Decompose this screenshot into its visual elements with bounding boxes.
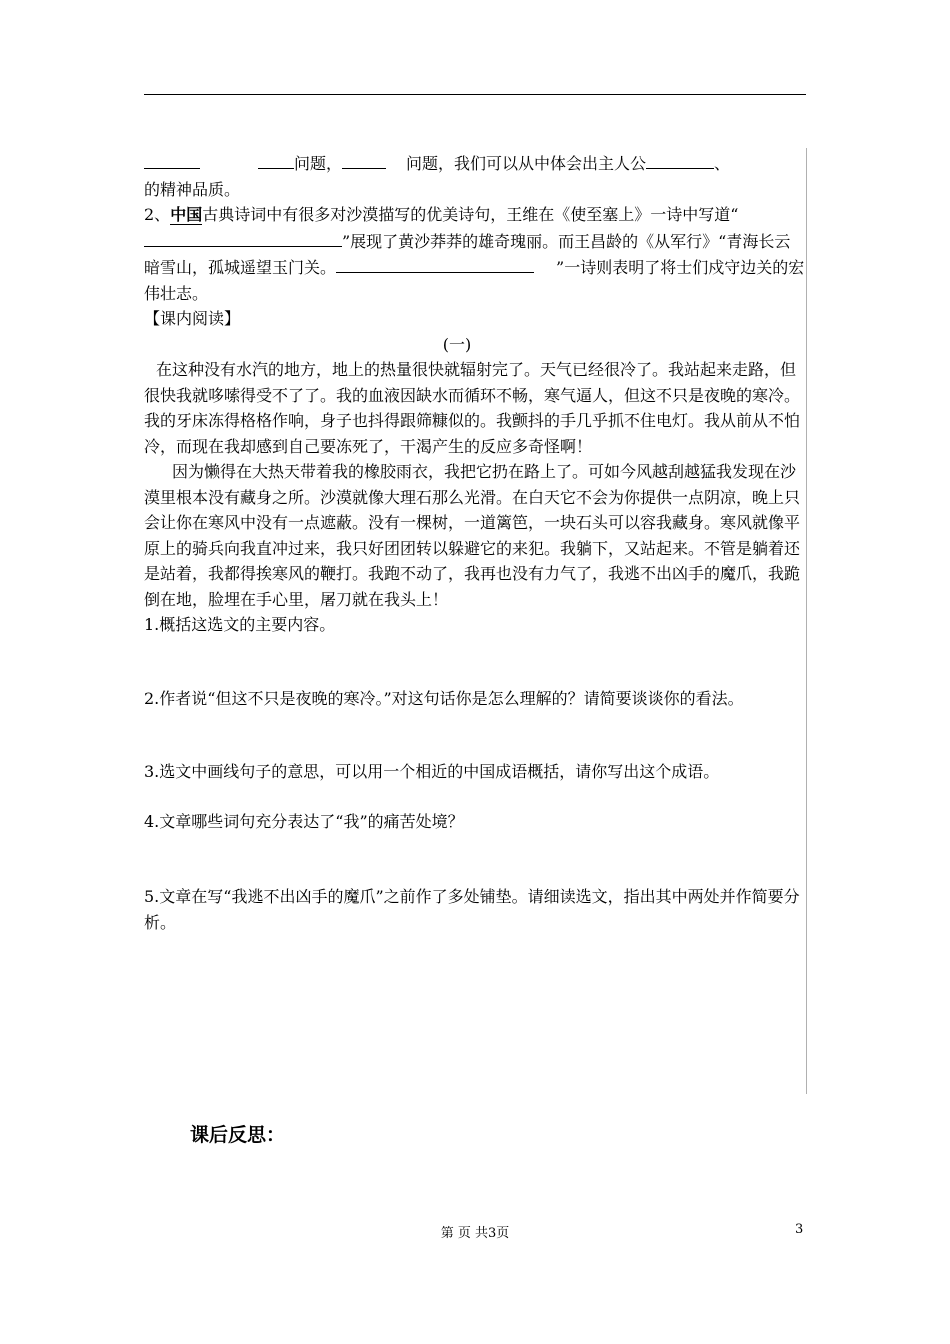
question-3: 3.选文中画线句子的意思，可以用一个相近的中国成语概括，请你写出这个成语。 (144, 762, 720, 781)
answer-blank[interactable] (144, 150, 200, 169)
question-1: 1.概括这选文的主要内容。 (144, 615, 336, 634)
question-4: 4.文章哪些词句充分表达了“我”的痛苦处境？ (144, 811, 464, 831)
question-2-reading: 2.作者说“但这不只是夜晚的寒冷。”对这句话你是怎么理解的？请简要谈谈你的看法。 (144, 688, 744, 708)
passage-paragraph-2: 因为懒得在大热天带着我的橡胶雨衣，我把它扔在路上了。可如今风越刮越猛我发现在沙漠里根本没有藏身之所。沙漠就像大理石那么光滑。在白天它不会为你提供一点阴凉，晚上只会让你在寒风中没有一点遮蔽。没有一棵树，一道篱笆，一块石头可以容我藏身。寒风就像平原上的骑兵向我直冲过来，我只好团团转以躲避它的来犯。我躺下，又站起来。不管是躺着还是站着，我都得挨寒风的鞭打。我跑不动了，我再也没有力气了，我逃不出凶手的魔爪，我跪倒在地，脸埋在手心里，屠刀就在我头上！ (144, 462, 801, 609)
answer-blank[interactable] (342, 150, 386, 169)
answer-space[interactable] (144, 711, 806, 759)
worksheet-content (144, 150, 806, 935)
fill-line-2: 的精神品质。 (144, 179, 241, 199)
header-rule (144, 94, 806, 95)
reflection-heading: 课后反思： (190, 1124, 286, 1146)
answer-blank[interactable] (144, 228, 342, 247)
footer-page-info: 第 页 共3页 (440, 1226, 510, 1241)
margin-rule (806, 148, 807, 1094)
highlight-china: 中国 (170, 205, 203, 224)
footer-page-number: 3 (795, 1222, 804, 1237)
answer-space[interactable] (144, 638, 806, 686)
answer-blank[interactable] (336, 254, 534, 273)
question-5: 5.文章在写“我逃不出凶手的魔爪”之前作了多处铺垫。请细读选文，指出其中两处并作简要分析。 (144, 887, 800, 932)
fill-line-1: 问题， 问题，我们可以从中体会出主人公 、 (144, 150, 806, 177)
answer-space[interactable] (144, 785, 806, 809)
answer-space[interactable] (144, 834, 806, 884)
section-title: 【课内阅读】 (144, 309, 241, 328)
answer-blank[interactable] (258, 150, 294, 169)
question-2: 2、中国古典诗词中有很多对沙漠描写的优美诗句，王维在《使至塞上》一诗中写道“”展现了黄沙莽莽的雄奇瑰丽。而王昌龄的《从军行》“青海长云暗雪山，孤城遥望玉门关。 ”一诗则表明了将士们戍守边关的宏伟壮志。 (144, 205, 805, 303)
passage-number: (一) (442, 334, 472, 354)
passage-paragraph-1: 在这种没有水汽的地方，地上的热量很快就辐射完了。天气已经很冷了。我站起来走路，但很快我就哆嗦得受不了了。我的血液因缺水而循环不畅，寒气逼人，但这不只是夜晚的寒冷。我的牙床冻得格格作响，身子也抖得跟筛糠似的。我颤抖的手几乎抓不住电灯。我从前从不怕冷，而现在我却感到自己要冻死了，干渴产生的反应多奇怪啊！ (144, 360, 801, 456)
answer-blank[interactable] (646, 150, 714, 169)
